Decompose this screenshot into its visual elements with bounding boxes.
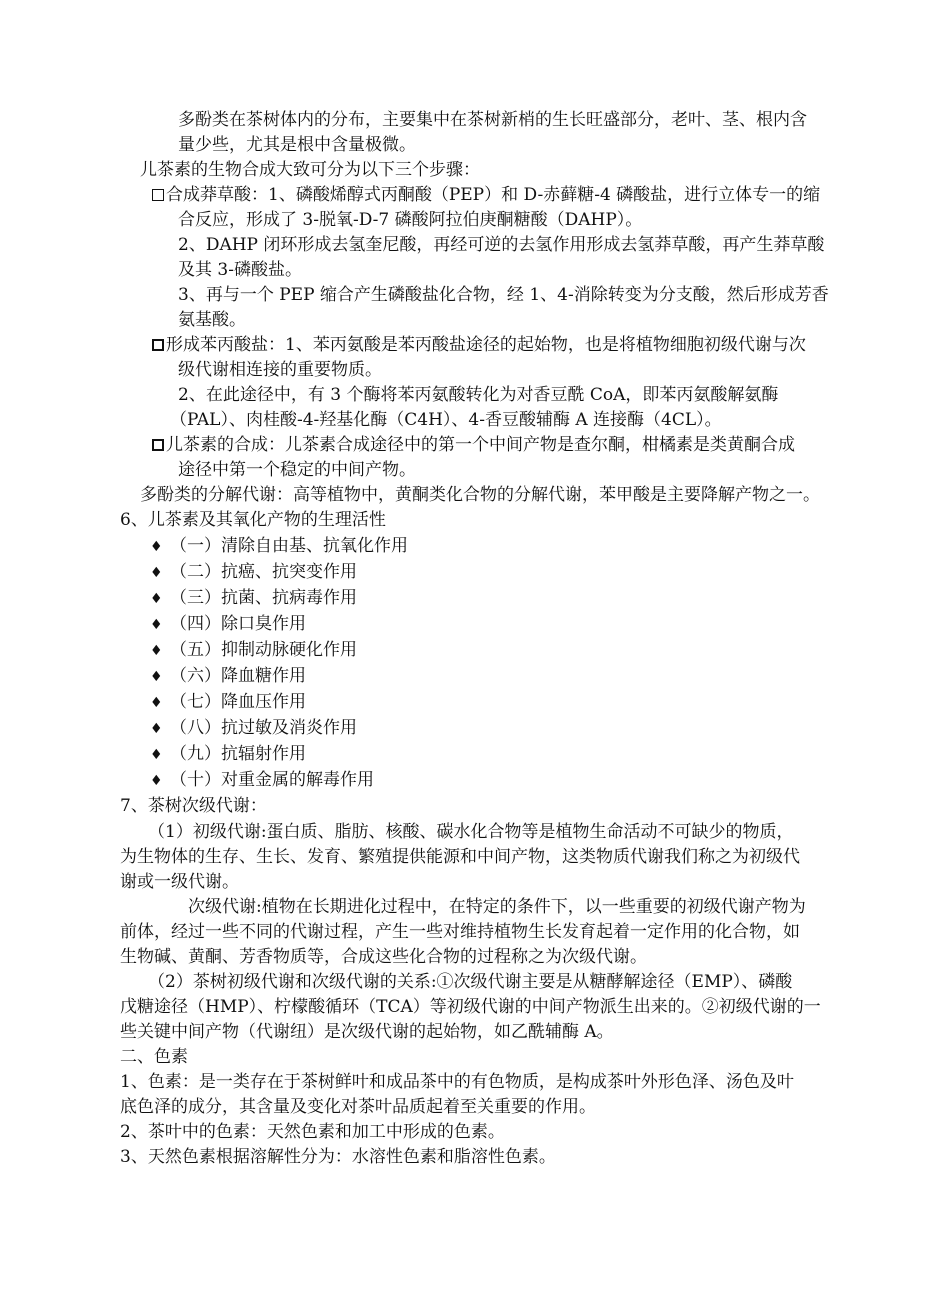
paragraph-line: 1、色素：是一类存在于茶树鲜叶和成品茶中的有色物质，是构成茶叶外形色泽、汤色及叶 xyxy=(120,1072,794,1092)
diamond-bullet-icon: ♦ xyxy=(150,695,163,711)
paragraph-line: 氨基酸。 xyxy=(178,310,246,330)
step-text: 儿茶素的合成：儿茶素合成途径中的第一个中间产物是查尔酮，柑橘素是类黄酮合成 xyxy=(166,435,795,455)
step-text: 合成莽草酸：1、磷酸烯醇式丙酮酸（PEP）和 D-赤藓糖-4 磷酸盐，进行立体专一的缩 xyxy=(166,185,821,205)
step-line xyxy=(152,183,820,207)
diamond-bullet-icon: ♦ xyxy=(150,617,163,633)
list-item-text: （七）降血压作用 xyxy=(170,692,306,712)
step-text: 形成苯丙酸盐：1、苯丙氨酸是苯丙酸盐途径的起始物，也是将植物细胞初级代谢与次 xyxy=(166,335,806,355)
section-heading: 6、儿茶素及其氧化产物的生理活性 xyxy=(120,510,386,530)
list-item xyxy=(150,690,306,714)
list-item xyxy=(150,716,357,740)
checkbox-square-icon xyxy=(152,439,164,451)
paragraph-line: 次级代谢:植物在长期进化过程中，在特定的条件下，以一些重要的初级代谢产物为 xyxy=(188,897,806,917)
list-item xyxy=(150,768,374,792)
list-item xyxy=(150,612,306,636)
diamond-bullet-icon: ♦ xyxy=(150,721,163,737)
list-item-text: （十）对重金属的解毒作用 xyxy=(170,770,374,790)
paragraph-line: 些关键中间产物（代谢纽）是次级代谢的起始物，如乙酰辅酶 A。 xyxy=(120,1022,614,1042)
paragraph-line: 合反应，形成了 3-脱氧-D-7 磷酸阿拉伯庚酮糖酸（DAHP）。 xyxy=(178,210,643,230)
paragraph-line: 儿茶素的生物合成大致可分为以下三个步骤： xyxy=(140,160,480,180)
paragraph-line: 戊糖途径（HMP）、柠檬酸循环（TCA）等初级代谢的中间产物派生出来的。②初级代谢的一 xyxy=(120,997,821,1017)
diamond-bullet-icon: ♦ xyxy=(150,591,163,607)
list-item-text: （六）降血糖作用 xyxy=(170,666,306,686)
diamond-bullet-icon: ♦ xyxy=(150,565,163,581)
paragraph-line: 前体，经过一些不同的代谢过程，产生一些对维持植物生长发育起着一定作用的化合物，如 xyxy=(120,922,800,942)
paragraph-line: （1）初级代谢:蛋白质、脂肪、核酸、碳水化合物等是植物生命活动不可缺少的物质， xyxy=(148,822,794,842)
list-item xyxy=(150,638,357,662)
paragraph-line: 底色泽的成分，其含量及变化对茶叶品质起着至关重要的作用。 xyxy=(120,1097,596,1117)
checkbox-square-icon xyxy=(152,189,164,201)
paragraph-line: （PAL）、肉桂酸-4-羟基化酶（C4H）、4-香豆酸辅酶 A 连接酶（4CL）。 xyxy=(170,410,722,430)
list-item-text: （一）清除自由基、抗氧化作用 xyxy=(170,536,408,556)
step-line xyxy=(152,433,795,457)
list-item xyxy=(150,742,306,766)
diamond-bullet-icon: ♦ xyxy=(150,539,163,555)
list-item xyxy=(150,586,357,610)
list-item-text: （二）抗癌、抗突变作用 xyxy=(170,562,357,582)
paragraph-line: 生物碱、黄酮、芳香物质等，合成这些化合物的过程称之为次级代谢。 xyxy=(120,947,647,967)
paragraph-line: 量少些，尤其是根中含量极微。 xyxy=(178,135,416,155)
paragraph-line: 3、天然色素根据溶解性分为：水溶性色素和脂溶性色素。 xyxy=(120,1147,556,1167)
list-item-text: （四）除口臭作用 xyxy=(170,614,306,634)
diamond-bullet-icon: ♦ xyxy=(150,747,163,763)
paragraph-line: 及其 3-磷酸盐。 xyxy=(178,260,302,280)
paragraph-line: 2、在此途径中，有 3 个酶将苯丙氨酸转化为对香豆酰 CoA，即苯丙氨酸解氨酶 xyxy=(178,385,779,405)
paragraph-line: 多酚类的分解代谢：高等植物中，黄酮类化合物的分解代谢，苯甲酸是主要降解产物之一。 xyxy=(140,485,820,505)
paragraph-line: 为生物体的生存、生长、发育、繁殖提供能源和中间产物，这类物质代谢我们称之为初级代 xyxy=(120,847,800,867)
list-item xyxy=(150,664,306,688)
list-item xyxy=(150,560,357,584)
list-item xyxy=(150,534,408,558)
step-line xyxy=(152,333,806,357)
list-item-text: （九）抗辐射作用 xyxy=(170,744,306,764)
list-item-text: （三）抗菌、抗病毒作用 xyxy=(170,588,357,608)
diamond-bullet-icon: ♦ xyxy=(150,643,163,659)
list-item-text: （八）抗过敏及消炎作用 xyxy=(170,718,357,738)
paragraph-line: 级代谢相连接的重要物质。 xyxy=(178,360,382,380)
paragraph-line: 途径中第一个稳定的中间产物。 xyxy=(178,460,416,480)
paragraph-line: 2、DAHP 闭环形成去氢奎尼酸，再经可逆的去氢作用形成去氢莽草酸，再产生莽草酸 xyxy=(178,235,825,255)
paragraph-line: 谢或一级代谢。 xyxy=(120,872,239,892)
paragraph-line: 多酚类在茶树体内的分布，主要集中在茶树新梢的生长旺盛部分，老叶、茎、根内含 xyxy=(178,110,807,130)
list-item-text: （五）抑制动脉硬化作用 xyxy=(170,640,357,660)
paragraph-line: 2、茶叶中的色素：天然色素和加工中形成的色素。 xyxy=(120,1122,505,1142)
paragraph-line: 3、再与一个 PEP 缩合产生磷酸盐化合物，经 1、4-消除转变为分支酸，然后形成芳香 xyxy=(178,285,829,305)
section-heading: 二、色素 xyxy=(120,1047,188,1067)
checkbox-square-icon xyxy=(152,339,164,351)
section-heading: 7、茶树次级代谢： xyxy=(120,796,267,816)
diamond-bullet-icon: ♦ xyxy=(150,669,163,685)
diamond-bullet-icon: ♦ xyxy=(150,773,163,789)
paragraph-line: （2）茶树初级代谢和次级代谢的关系:①次级代谢主要是从糖酵解途径（EMP）、磷酸 xyxy=(148,972,793,992)
